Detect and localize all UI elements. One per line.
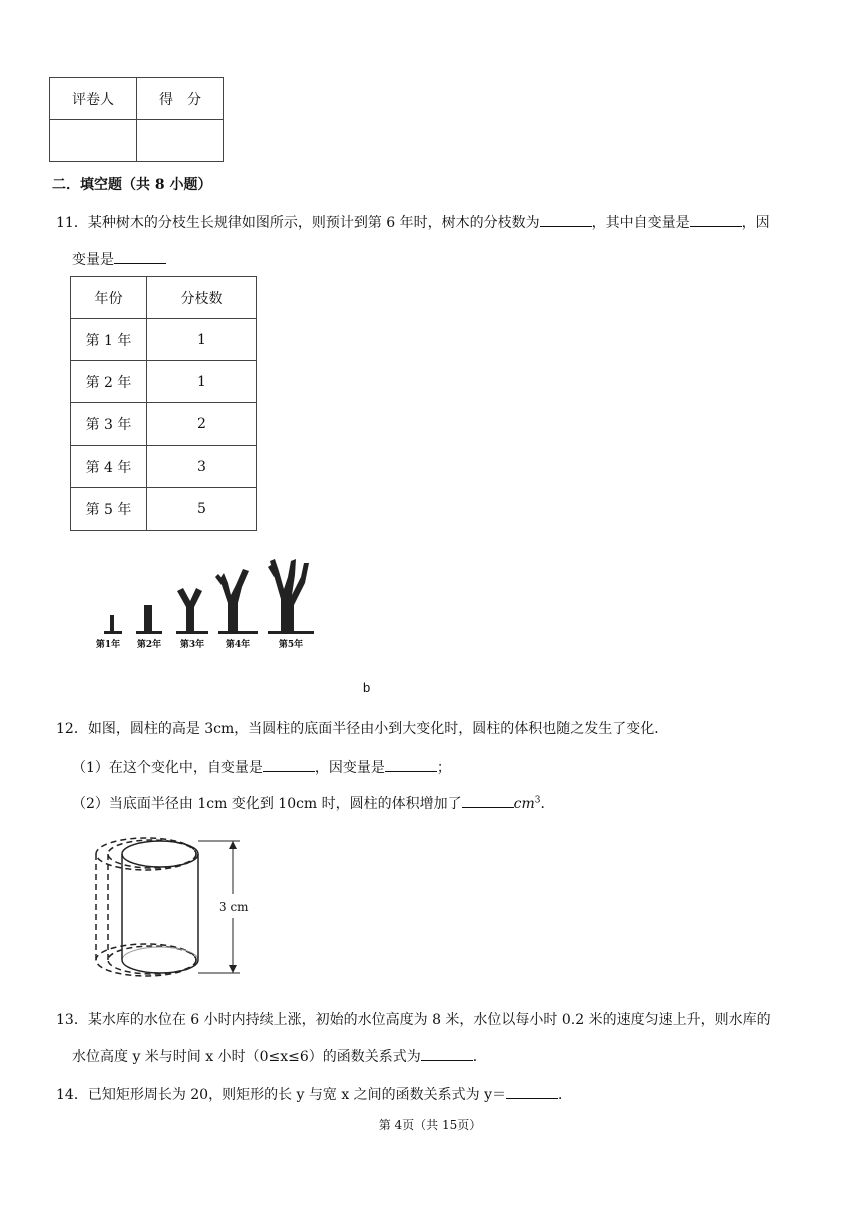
- table-header: 分枝数: [147, 277, 257, 319]
- q14-blank: [506, 1084, 558, 1099]
- q12-blank-3: [462, 793, 514, 808]
- q12-sub1: [72, 757, 451, 777]
- q12-blank-1: [263, 757, 315, 772]
- q13-blank: [421, 1046, 473, 1061]
- section-title: 二．填空题（共 8 小题）: [52, 177, 212, 193]
- cylinder-height-label: 3 cm: [219, 900, 249, 914]
- q13-line2: [72, 1046, 487, 1066]
- table-cell: 第 4 年: [71, 446, 147, 488]
- q11-blank-1: [540, 212, 592, 227]
- table-cell: 1: [147, 361, 257, 403]
- q14-line1: [56, 1084, 572, 1104]
- table-cell: 第 1 年: [71, 319, 147, 361]
- tree-year-3: [176, 588, 208, 634]
- tree-growth-figure: [88, 555, 328, 655]
- tree-label-4: 第4年: [225, 640, 251, 650]
- cylinder-figure: [88, 820, 278, 985]
- q12-sub2-end: ．: [540, 796, 555, 812]
- q13-text-a: 水位高度 y 米与时间 x 小时（0≤x≤6）的函数关系式为: [72, 1049, 421, 1065]
- grader-label: 评卷人: [50, 78, 137, 120]
- q11-line1: [56, 212, 770, 232]
- q11-text-d: 变量是: [72, 252, 114, 268]
- table-cell: 第 2 年: [71, 361, 147, 403]
- q14-text-a: 14．已知矩形周长为 20，则矩形的长 y 与宽 x 之间的函数关系式为 y＝: [56, 1087, 507, 1103]
- score-cell: [137, 120, 224, 162]
- q12-blank-2: [385, 757, 437, 772]
- q11-blank-3: [114, 249, 166, 264]
- table-cell: 5: [147, 488, 257, 531]
- q11-blank-2: [690, 212, 742, 227]
- q14-text-b: ．: [558, 1087, 573, 1103]
- q12-sub1-text-b: ，因变量是: [314, 760, 385, 776]
- tree-year-2: [136, 605, 162, 634]
- table-cell: 第 5 年: [71, 488, 147, 531]
- tree-label-2: 第2年: [136, 640, 162, 650]
- q11-text-b: ，其中自变量是: [591, 215, 690, 231]
- figure-caption: b: [363, 680, 371, 695]
- tree-year-1: [110, 615, 114, 631]
- tree-year-4: [215, 569, 258, 634]
- q12-line1: 12．如图，圆柱的高是 3cm，当圆柱的底面半径由小到大变化时，圆柱的体积也随之发生了变化．: [56, 721, 669, 737]
- tree-label-5: 第5年: [278, 640, 304, 650]
- tree-label-3: 第3年: [179, 640, 205, 650]
- q13-line1: 13．某水库的水位在 6 小时内持续上涨，初始的水位高度为 8 米，水位以每小时 0.2 米的速度匀速上升，则水库的: [56, 1012, 771, 1028]
- table-header: 年份: [71, 277, 147, 319]
- branch-table: [70, 276, 257, 531]
- q13-text-b: ．: [472, 1049, 487, 1065]
- table-cell: 3: [147, 446, 257, 488]
- q11-line2: [72, 249, 166, 269]
- q12-unit-sup: 3: [534, 795, 541, 806]
- grader-cell: [50, 120, 137, 162]
- q12-unit: cm: [513, 796, 535, 812]
- table-cell: 1: [147, 319, 257, 361]
- q11-text-a: 11．某种树木的分枝生长规律如图所示，则预计到第 6 年时，树木的分枝数为: [56, 215, 540, 231]
- q12-sub2-text-a: （2）当底面半径由 1cm 变化到 10cm 时，圆柱的体积增加了: [72, 796, 462, 812]
- tree-label-1: 第1年: [95, 640, 121, 650]
- q12-sub1-text-a: （1）在这个变化中，自变量是: [72, 760, 263, 776]
- q12-sub2: [72, 793, 555, 813]
- score-label: 得 分: [137, 78, 224, 120]
- table-cell: 第 3 年: [71, 403, 147, 446]
- score-box: [49, 77, 224, 162]
- q11-text-c: ，因: [741, 215, 770, 231]
- table-cell: 2: [147, 403, 257, 446]
- page-footer: 第 4页（共 15页）: [378, 1118, 482, 1132]
- q12-sub1-text-c: ；: [436, 760, 451, 776]
- tree-year-5: [268, 559, 314, 634]
